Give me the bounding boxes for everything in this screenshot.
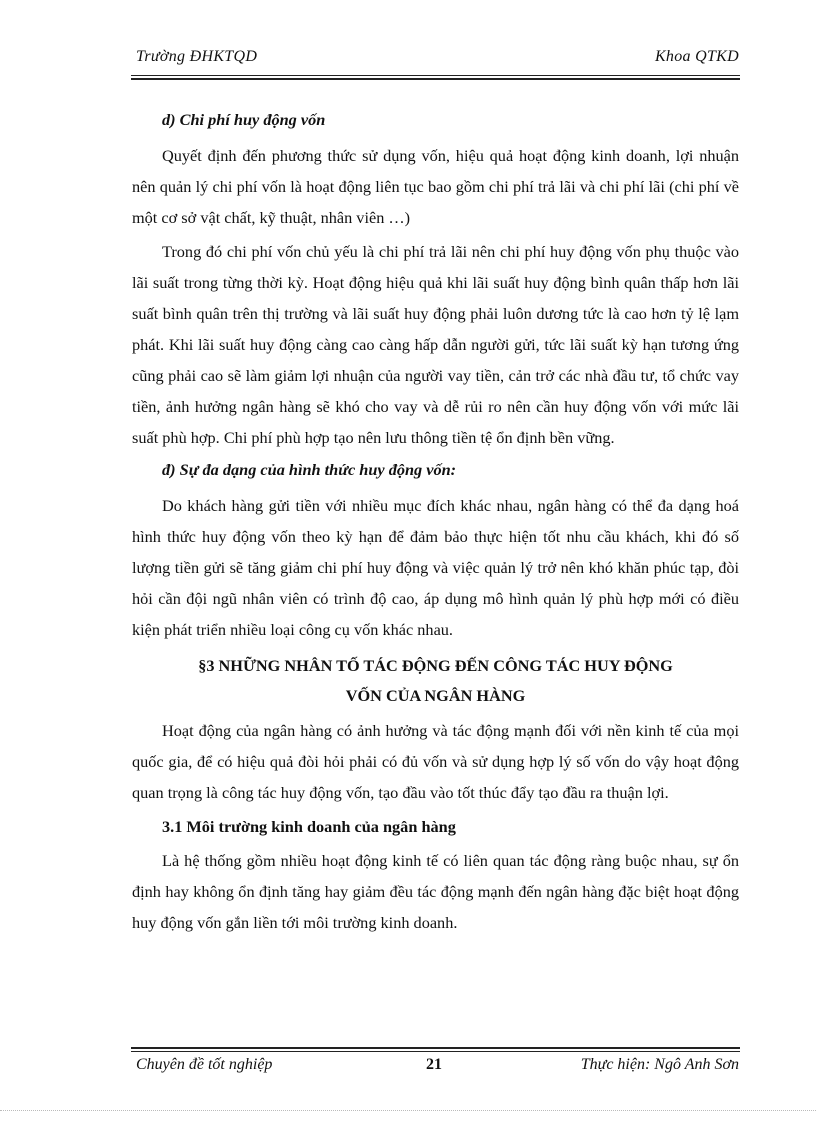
footer-doc-type: Chuyên đề tốt nghiệp — [136, 1056, 273, 1073]
header-rule — [131, 75, 740, 80]
section-title-line1: §3 NHỮNG NHÂN TỐ TÁC ĐỘNG ĐẾN CÔNG TÁC HUY ĐỘNG — [198, 656, 673, 675]
header-school: Trường ĐHKTQD — [136, 48, 258, 65]
heading-diversity: đ) Sự đa dạng của hình thức huy động vốn: — [162, 460, 457, 479]
paragraph: Là hệ thống gồm nhiều hoạt động kinh tế có liên quan tác động ràng buộc nhau, sự ổn định hay không ổn định tăng hay giảm đều tác động mạnh đến ngân hàng đặc biệt hoạt động huy động vốn gắn liền tới môi trường kinh doanh. — [132, 851, 739, 932]
section-title-line2: VỐN CỦA NGÂN HÀNG — [345, 686, 526, 705]
section-title — [132, 651, 739, 711]
paragraph: Do khách hàng gửi tiền với nhiều mục đích khác nhau, ngân hàng có thể đa dạng hoá hình thức huy động vốn theo kỳ hạn để đảm bảo thực hiện tốt nhu cầu khách, khi đó số lượng tiền gửi sẽ tăng giảm chi phí huy động và việc quản lý trở nên khó khăn phúc tạp, đòi hỏi cần đội ngũ nhân viên có trình độ cao, áp dụng mô hình quản lý phù hợp mới có điều kiện phát triển nhiều loại công cụ vốn khác nhau. — [132, 496, 739, 639]
page-footer — [136, 1056, 739, 1080]
header-faculty: Khoa QTKD — [654, 48, 739, 65]
paragraph: Quyết định đến phương thức sử dụng vốn, hiệu quả hoạt động kinh doanh, lợi nhuận nên quản lý chi phí vốn là hoạt động liên tục bao gồm chi phí trả lãi và chi phí lãi (chi phí về một cơ sở vật chất, kỹ thuật, nhân viên …) — [132, 146, 739, 227]
footer-author: Thực hiện: Ngô Anh Sơn — [580, 1056, 739, 1073]
subheading-environment: 3.1 Môi trường kinh doanh của ngân hàng — [162, 817, 456, 836]
heading-capital-cost: d) Chi phí huy động vốn — [162, 110, 326, 129]
page-number: 21 — [426, 1056, 442, 1073]
page-edge-dots — [0, 1110, 816, 1111]
paragraph: Hoạt động của ngân hàng có ảnh hưởng và tác động mạnh đối với nền kinh tế của mọi quốc gia, để có hiệu quả đòi hỏi phải có đủ vốn và sử dụng hợp lý số vốn do vậy hoạt động quan trọng là công tác huy động vốn, tạo đầu vào tốt thúc đẩy tạo đầu ra thuận lợi. — [132, 721, 739, 802]
paragraph: Trong đó chi phí vốn chủ yếu là chi phí trả lãi nên chi phí huy động vốn phụ thuộc vào lãi suất trong từng thời kỳ. Hoạt động hiệu quả khi lãi suất huy động bình quân thấp hơn lãi suất bình quân trên thị trường và lãi suất huy động phải luôn dương tức là cao hơn tỷ lệ lạm phát. Khi lãi suất huy động càng cao càng hấp dẫn người gửi, tức lãi suất kỳ hạn tương ứng cũng phải cao sẽ làm giảm lợi nhuận của người vay tiền, cản trở các nhà đầu tư, tổ chức vay tiền, ảnh hưởng ngân hàng sẽ khó cho vay và dễ rủi ro nên cần huy động vốn với mức lãi suất phù hợp. Chi phí phù hợp tạo nên lưu thông tiền tệ ổn định bền vững. — [132, 242, 739, 447]
page-header — [136, 48, 739, 70]
page-body — [132, 106, 739, 941]
footer-rule — [131, 1047, 740, 1052]
